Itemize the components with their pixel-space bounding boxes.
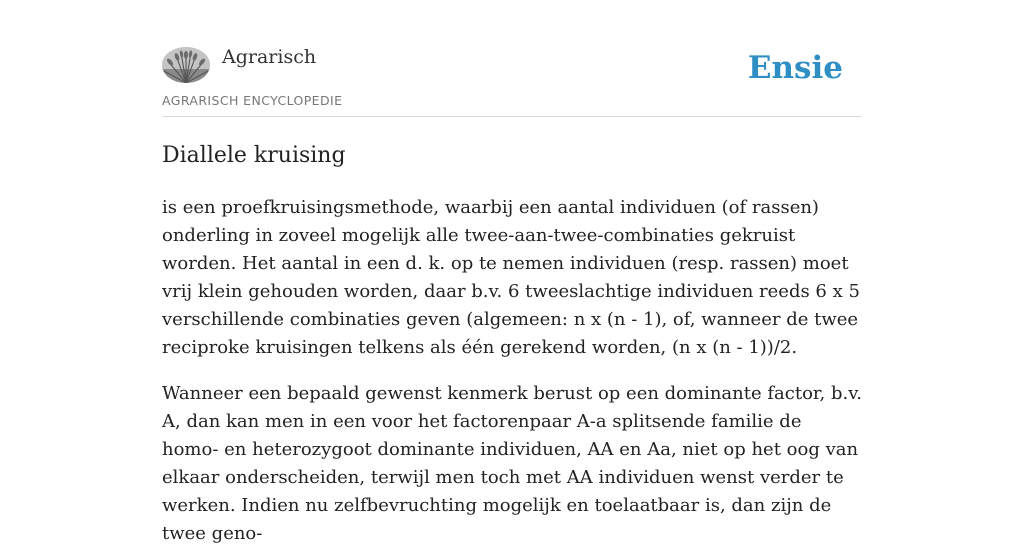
source-avatar[interactable]	[162, 47, 210, 83]
article-page	[162, 0, 862, 548]
wheat-field-icon	[162, 47, 210, 83]
source-subtitle: AGRARISCH ENCYCLOPEDIE	[162, 93, 343, 108]
article-header	[162, 0, 862, 117]
article-paragraph-2: Wanneer een bepaald gewenst kenmerk berust op een dominante factor, b.v. A, dan kan men in een voor het factorenpaar A-a splitsende familie de homo- en heterozygoot dominante individuen, AA en Aa, niet op het oog van elkaar onderscheiden, terwijl men toch met AA individuen wenst verder te werken. Indien nu zelfbevruchting mogelijk en toelaatbaar is, dan zijn de twee geno-	[162, 383, 862, 544]
article-title: Diallele kruising	[162, 143, 346, 168]
source-name[interactable]: Agrarisch	[222, 46, 317, 68]
article-paragraph-1: is een proefkruisingsmethode, waarbij een aantal individuen (of rassen) onderling in zoveel mogelijk alle twee-aan-twee-combinaties gekruist worden. Het aantal in een d. k. op te nemen individuen (resp. rassen) moet vrij klein gehouden worden, daar b.v. 6 tweeslachtige individuen reeds 6 x 5 verschillende combinaties geven (algemeen: n x (n - 1), of, wanneer de twee reciproke kruisingen telkens als één gerekend worden, (n x (n - 1))/2.	[162, 197, 860, 358]
ensie-logo-link[interactable]: Ensie	[747, 50, 843, 86]
